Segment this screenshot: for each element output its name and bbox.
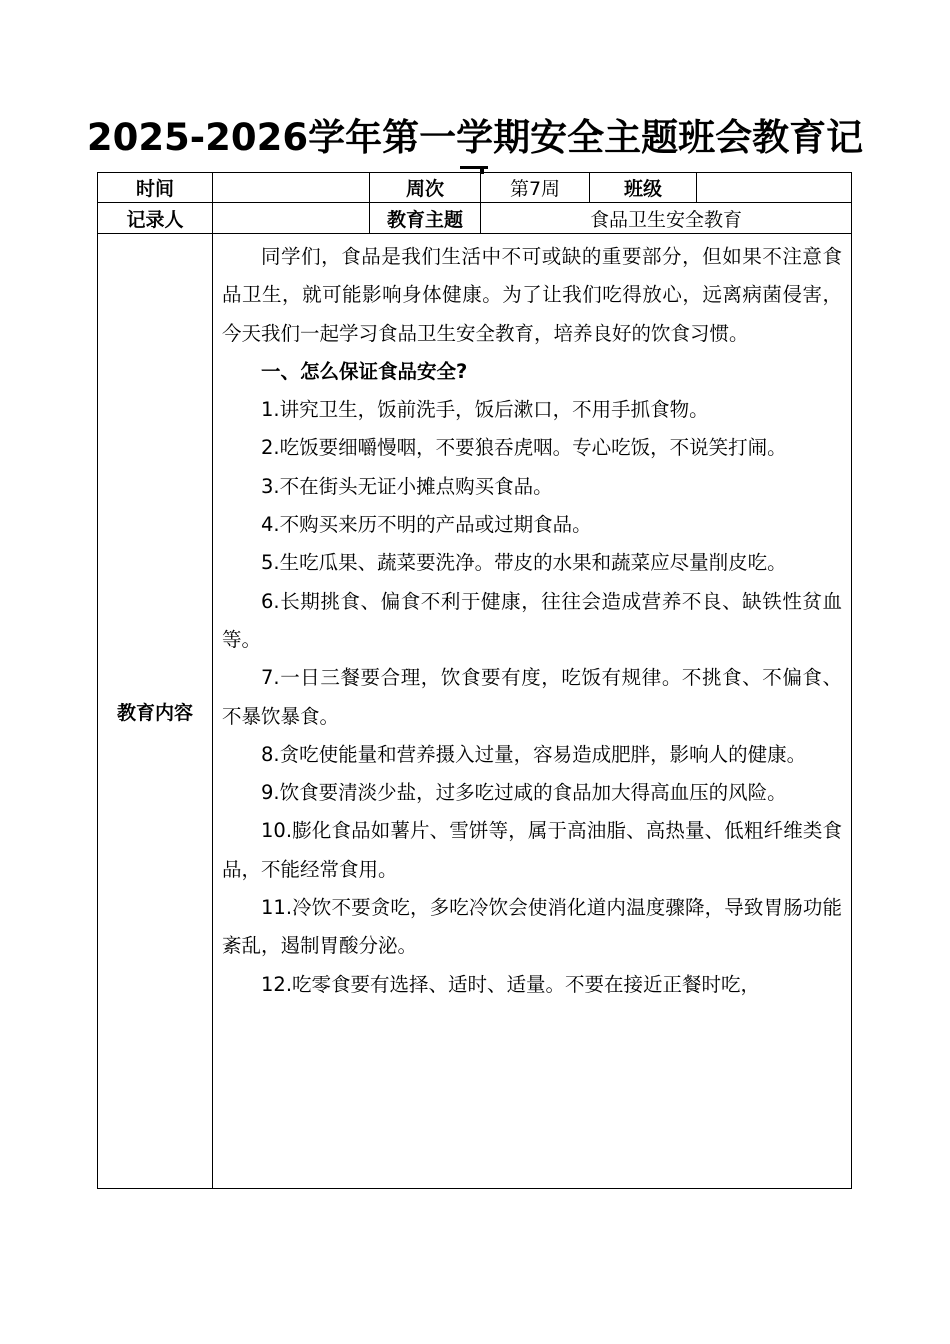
session-value: 第7周: [481, 173, 590, 203]
content-label: 教育内容: [98, 234, 213, 1189]
content-body: [213, 234, 852, 1189]
theme-value: 食品卫生安全教育: [481, 203, 852, 234]
table-row-theme: [98, 203, 852, 234]
list-item: 4.不购买来历不明的产品或过期食品。: [261, 513, 592, 537]
session-label: 周次: [370, 173, 481, 203]
list-item: 7.一日三餐要合理，饮食要有度，吃饭有规律。不挑食、不偏食、不暴饮暴食。: [222, 666, 842, 728]
list-item: 10.膨化食品如薯片、雪饼等，属于高油脂、高热量、低粗纤维类食品，不能经常食用。: [222, 819, 842, 881]
section-heading: 一、怎么保证食品安全?: [261, 359, 468, 383]
list-item: 3.不在街头无证小摊点购买食品。: [261, 474, 553, 498]
list-item: 6.长期挑食、偏食不利于健康，往往会造成营养不良、缺铁性贫血等。: [222, 589, 842, 651]
time-value: [213, 173, 370, 203]
list-item: 8.贪吃使能量和营养摄入过量，容易造成肥胖，影响人的健康。: [261, 742, 807, 766]
list-item: 12.吃零食要有选择、适时、适量。不要在接近正餐时吃，: [261, 972, 761, 996]
record-table: [97, 172, 852, 1189]
intro-paragraph: 同学们，食品是我们生活中不可或缺的重要部分，但如果不注意食品卫生，就可能影响身体健康。为了让我们吃得放心，远离病菌侵害，今天我们一起学习食品卫生安全教育，培养良好的饮食习惯。: [222, 245, 842, 345]
list-item: 1.讲究卫生，饭前洗手，饭后漱口，不用手抓食物。: [261, 398, 709, 422]
document-title: 2025-2026学年第一学期安全主题班会教育记: [86, 116, 864, 159]
list-item: 9.饮食要清淡少盐，过多吃过咸的食品加大得高血压的风险。: [261, 781, 787, 805]
table-row-meta: [98, 173, 852, 203]
recorder-value: [213, 203, 370, 234]
class-value: [697, 173, 852, 203]
recorder-label: 记录人: [98, 203, 213, 234]
list-item: 2.吃饭要细嚼慢咽，不要狼吞虎咽。专心吃饭，不说笑打闹。: [261, 436, 787, 460]
list-item: 5.生吃瓜果、蔬菜要洗净。带皮的水果和蔬菜应尽量削皮吃。: [261, 551, 787, 575]
list-item: 11.冷饮不要贪吃，多吃冷饮会使消化道内温度骤降，导致胃肠功能紊乱，遏制胃酸分泌。: [222, 896, 842, 958]
theme-label: 教育主题: [370, 203, 481, 234]
time-label: 时间: [98, 173, 213, 203]
table-row-content: [98, 234, 852, 1189]
class-label: 班级: [590, 173, 697, 203]
